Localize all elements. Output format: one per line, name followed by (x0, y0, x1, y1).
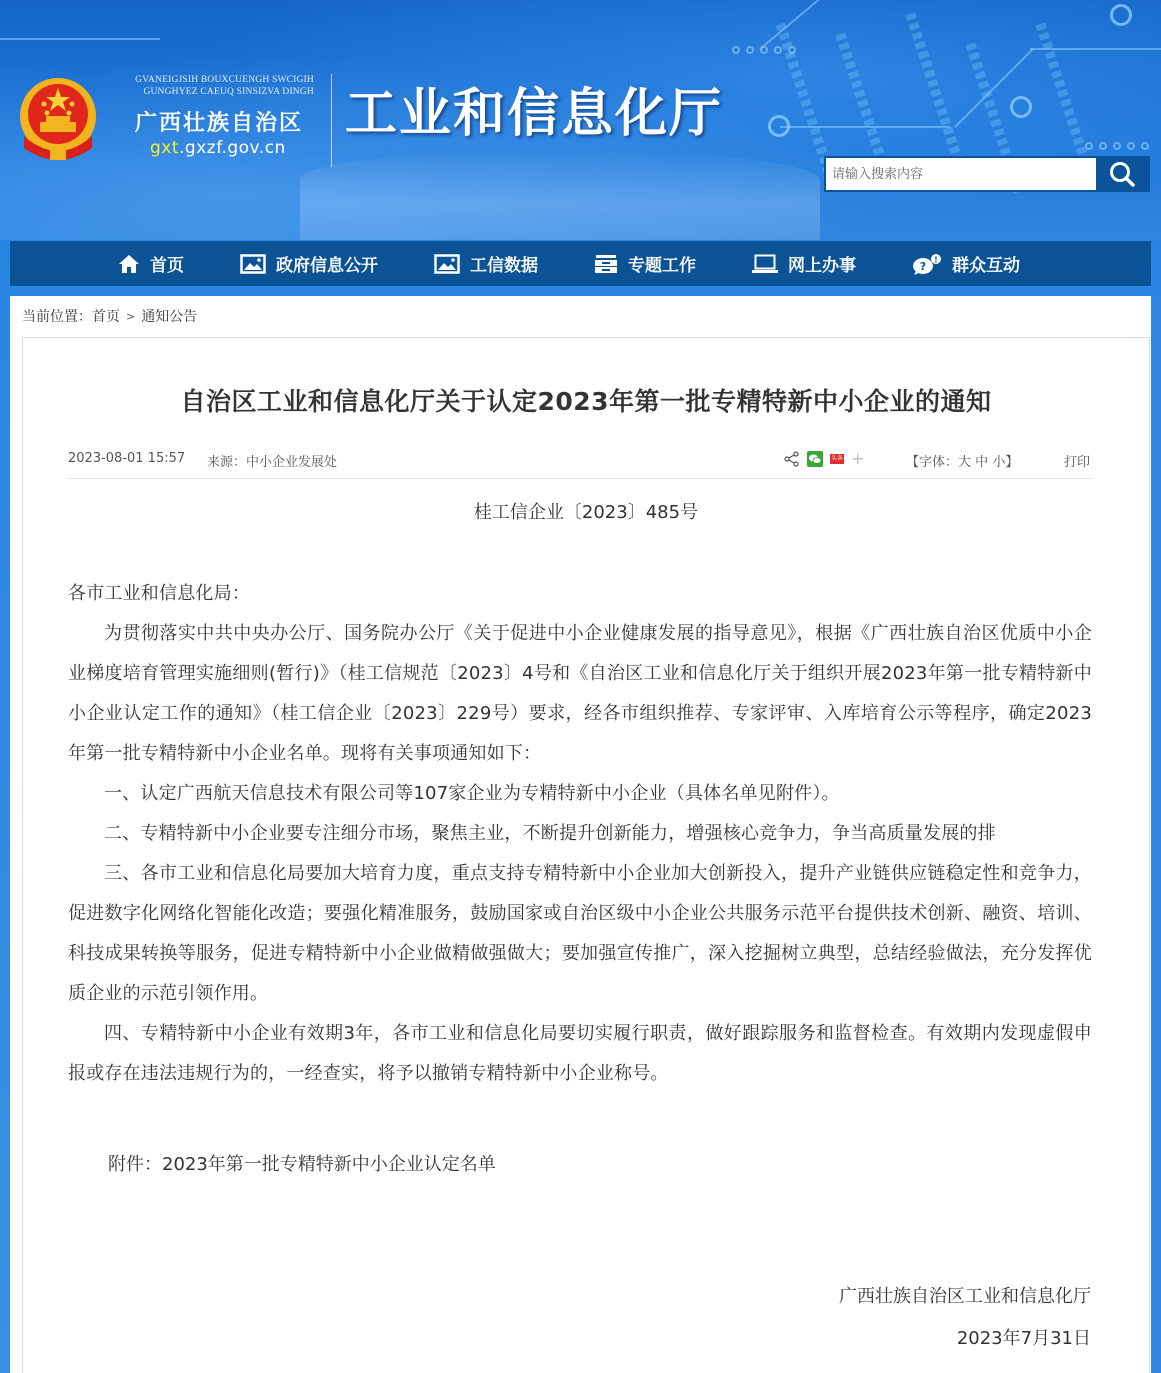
content-page (10, 296, 1151, 1373)
search-box (824, 156, 1150, 192)
search-icon (1108, 160, 1136, 188)
document-number: 桂工信企业〔2023〕485号 (473, 502, 699, 523)
breadcrumb-prefix: 当前位置： (22, 309, 92, 325)
site-name-zhuang-line2: GUNGHYEZ CAEUQ SINSIZVA DINGH (143, 87, 314, 97)
paragraph-item-4: 四、专精特新中小企业有效期3年，各市工业和信息化局要切实履行职责，做好跟踪服务和监督检查。有效期内发现虚假申报或存在违法违规行为的，一经查实，将予以撤销专精特新中小企业称号。 (68, 1023, 1092, 1084)
site-name: 广西壮族自治区 (135, 111, 304, 136)
article-body (68, 574, 1092, 1094)
nav-item-data[interactable] (434, 251, 538, 276)
city-skyline (300, 150, 820, 240)
print-button[interactable]: 打印 (1064, 455, 1091, 470)
decor-code (906, 12, 965, 167)
wechat-icon[interactable] (807, 451, 823, 467)
nav-item-label: 群众互动 (952, 256, 1020, 276)
decor-ring (1010, 96, 1032, 118)
decor-line (0, 38, 160, 40)
search-input[interactable] (826, 158, 1096, 190)
site-url-rest: .gxzf.gov.cn (179, 138, 286, 158)
national-emblem-icon (16, 76, 100, 164)
drawer-icon (594, 254, 618, 274)
decor-code (1036, 22, 1095, 177)
nav-item-gov-info[interactable] (240, 251, 378, 276)
article-source: 来源：中小企业发展处 (207, 455, 338, 470)
main-nav (10, 241, 1151, 286)
article-meta (68, 451, 1092, 479)
paragraph-item-2: 二、专精特新中小企业要专注细分市场，聚焦主业，不断提升创新能力，增强核心竞争力，争当高质量发展的排 (104, 823, 996, 844)
nav-item-label: 专题工作 (628, 256, 696, 276)
paragraph-intro: 为贯彻落实中共中央办公厅、国务院办公厅《关于促进中小企业健康发展的指导意见》，根据《广西壮族自治区优质中小企业梯度培育管理实施细则(暂行)》（桂工信规范〔2023〕4号和《自治区工业和信息化厅关于组织开展2023年第一批专精特新中小企业认定工作的通知》（桂工信企业〔2023〕229号）要求，经各市组织推荐、专家评审、入库培育公示等程序，确定2023年第一批专精特新中小企业名单。现将有关事项通知如下： (68, 623, 1092, 764)
toutiao-icon[interactable]: 头条 (830, 455, 843, 462)
nav-item-special[interactable] (594, 251, 696, 276)
font-size-small-button[interactable]: 小 (992, 455, 1006, 470)
share-bar (784, 451, 864, 467)
breadcrumb (22, 306, 197, 326)
site-url-highlight: gxt (150, 138, 180, 158)
share-icon[interactable] (784, 451, 800, 467)
nav-item-label: 首页 (150, 256, 184, 276)
font-size-control (906, 451, 1018, 470)
image-icon (434, 254, 460, 274)
nav-item-label: 工信数据 (470, 256, 538, 276)
signature-organization: 广西壮族自治区工业和信息化厅 (839, 1286, 1091, 1307)
home-icon (118, 254, 140, 274)
nav-item-home[interactable] (118, 251, 184, 276)
attachment-link[interactable]: 附件：2023年第一批专精特新中小企业认定名单 (108, 1154, 496, 1175)
site-name-zhuang-line1: GVANEIGJSIH BOUXCUENGH SWCIGIH (135, 75, 314, 85)
decor-ring (768, 115, 790, 137)
plus-icon[interactable]: + (851, 449, 865, 468)
font-size-large-button[interactable]: 大 (958, 455, 972, 470)
signature-date: 2023年7月31日 (956, 1328, 1091, 1349)
page-background-strip (1151, 296, 1161, 1373)
decor-code (776, 22, 835, 177)
font-size-medium-button[interactable]: 中 (975, 455, 989, 470)
site-header (0, 0, 1161, 240)
breadcrumb-notices-link[interactable]: 通知公告 (141, 309, 198, 325)
site-name-zhuang (124, 74, 314, 98)
nav-item-label: 网上办事 (788, 256, 856, 276)
nav-item-online-service[interactable] (752, 251, 856, 276)
decor-ring (1110, 4, 1132, 26)
svg-text:?: ? (919, 259, 927, 273)
laptop-icon (752, 254, 778, 274)
header-divider (331, 74, 332, 167)
article-title: 自治区工业和信息化厅关于认定2023年第一批专精特新中小企业的通知 (180, 387, 992, 416)
font-size-prefix: 【字体： (906, 455, 959, 470)
chat-question-icon (912, 253, 942, 275)
nav-item-label: 政府信息公开 (276, 256, 378, 276)
decor-dots (1085, 142, 1149, 150)
paragraph-item-3: 三、各市工业和信息化局要加大培育力度，重点支持专精特新中小企业加大创新投入，提升产业链供应链稳定性和竞争力，促进数字化网络化智能化改造；要强化精准服务，鼓励国家或自治区级中小企业公共服务示范平台提供技术创新、融资、培训、科技成果转换等服务，促进专精特新中小企业做精做强做大；要加强宣传推广，深入挖掘树立典型，总结经验做法，充分发挥优质企业的示范引领作用。 (68, 863, 1092, 1004)
article (22, 337, 1150, 1373)
svg-text:!: ! (934, 255, 938, 264)
search-button[interactable] (1096, 158, 1148, 190)
site-url[interactable] (150, 138, 286, 158)
department-title: 工业和信息化厅 (345, 83, 724, 144)
image-icon (240, 254, 266, 274)
paragraph-item-1: 一、认定广西航天信息技术有限公司等107家企业为专精特新中小企业（具体名单见附件）。 (104, 783, 840, 804)
breadcrumb-separator: > (126, 309, 136, 323)
breadcrumb-home-link[interactable]: 首页 (92, 309, 120, 325)
font-size-suffix: 】 (1005, 455, 1019, 470)
publish-date: 2023-08-01 15:57 (68, 451, 186, 466)
nav-item-interaction[interactable] (912, 251, 1020, 276)
salutation: 各市工业和信息化局： (68, 583, 250, 604)
